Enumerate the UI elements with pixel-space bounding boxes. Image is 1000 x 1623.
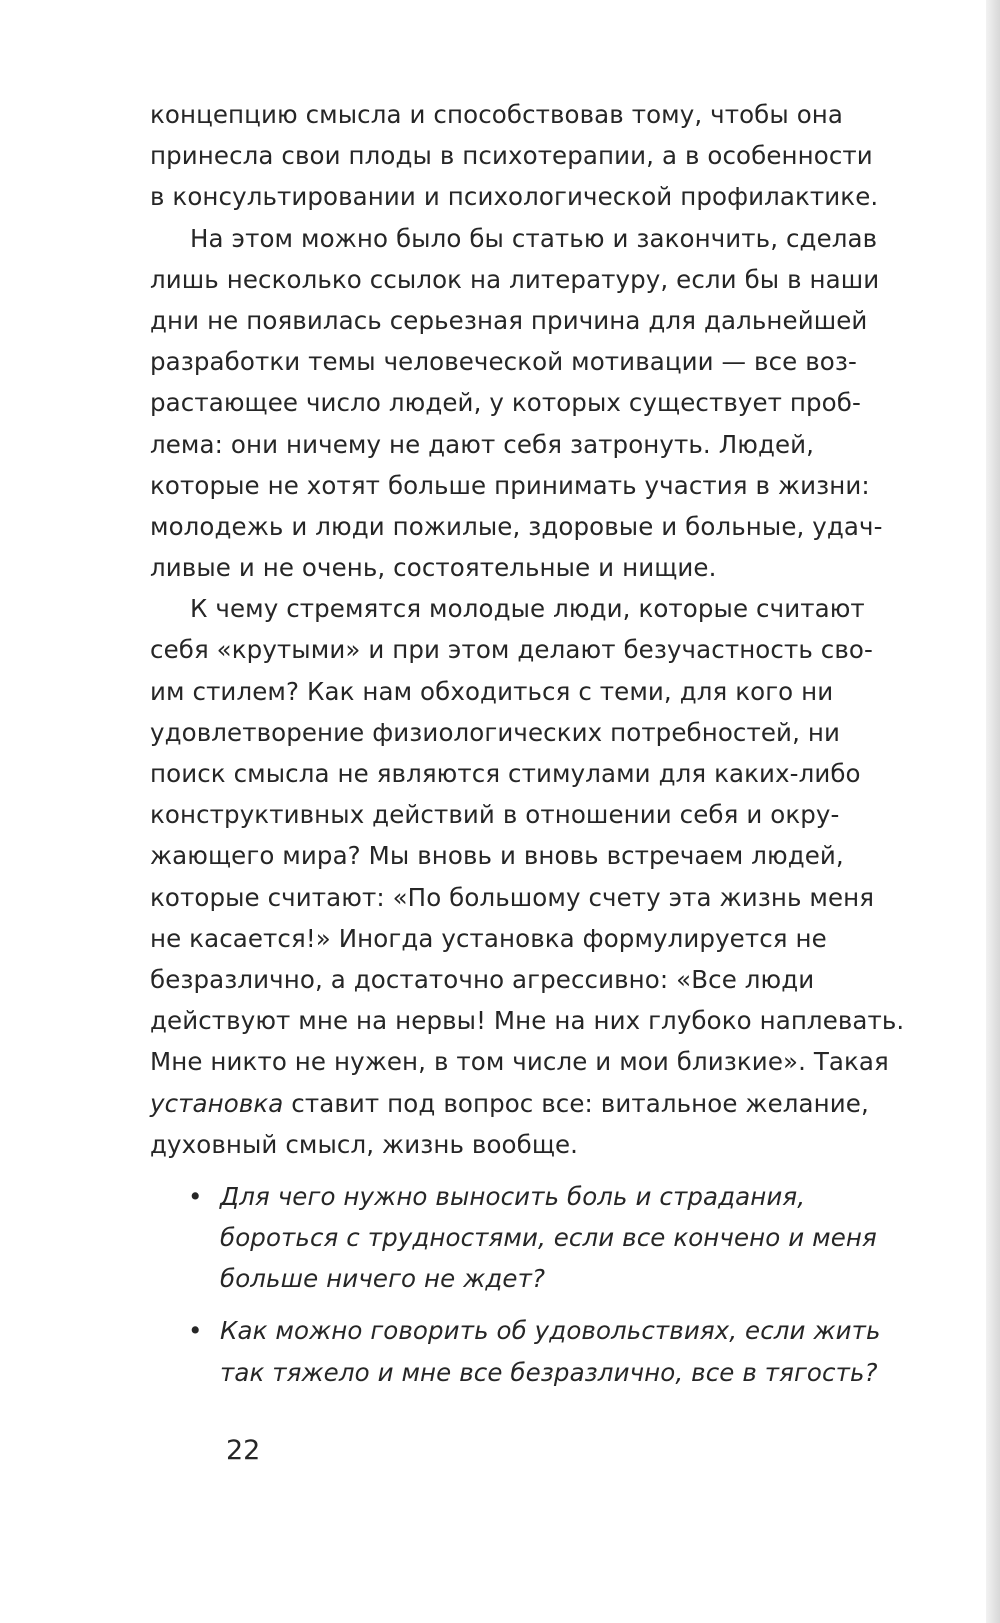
- paragraph-3: [150, 588, 905, 1165]
- text-line: конструктивных действий в отношении себя и окру-: [150, 800, 840, 830]
- page-edge-shadow: [986, 0, 1000, 1623]
- text-line: в консультировании и психологической профилактике.: [150, 182, 879, 212]
- bullet-line: [150, 1176, 890, 1217]
- spacer: [150, 1299, 890, 1310]
- text-line: Мне никто не нужен, в том числе и мои близкие». Такая: [150, 1047, 889, 1077]
- bullet-line: бороться с трудностями, если все кончено и меня: [220, 1223, 877, 1253]
- text-line: духовный смысл, жизнь вообще.: [150, 1129, 579, 1159]
- italic-term: установка: [150, 1088, 284, 1118]
- bullet-item-1: [150, 1176, 890, 1300]
- text-line: лишь несколько ссылок на литературу, если бы в наши: [150, 264, 880, 294]
- text-line: На этом можно было бы статью и закончить, сделав: [190, 223, 878, 253]
- spacer: [150, 1165, 890, 1176]
- text-line: разработки темы человеческой мотивации — все воз-: [150, 347, 857, 377]
- bullet-item-2: [150, 1310, 890, 1392]
- paragraph-1: [150, 94, 890, 218]
- bullet-icon: •: [188, 1181, 203, 1211]
- paragraph-2: [150, 218, 890, 589]
- text-line: [150, 1083, 890, 1124]
- text-line: себя «крутыми» и при этом делают безучастность сво-: [150, 635, 873, 665]
- bullet-icon: •: [188, 1316, 203, 1346]
- text-line: молодежь и люди пожилые, здоровые и больные, удач-: [150, 511, 883, 541]
- text-fragment: ставит под вопрос все: витальное желание,: [283, 1088, 869, 1118]
- bullet-line: так тяжело и мне все безразлично, все в тягость?: [220, 1357, 878, 1387]
- text-line: концепцию смысла и способствовав тому, чтобы она: [150, 100, 844, 129]
- bullet-text: Для чего нужно выносить боль и страдания,: [220, 1181, 806, 1211]
- text-line: лема: они ничему не дают себя затронуть. Людей,: [150, 429, 815, 459]
- text-line: безразлично, а достаточно агрессивно: «Все люди: [150, 964, 815, 994]
- text-line: жающего мира? Мы вновь и вновь встречаем людей,: [150, 841, 844, 871]
- text-line: поиск смысла не являются стимулами для каких-либо: [150, 759, 861, 788]
- text-line: ливые и не очень, состоятельные и нищие.: [150, 553, 717, 583]
- text-line: удовлетворение физиологических потребностей, ни: [150, 717, 840, 747]
- bullet-text: Как можно говорить об удовольствиях, если жить: [220, 1316, 881, 1346]
- page-number: 22: [226, 1435, 261, 1466]
- bullet-line: [150, 1310, 890, 1351]
- text-line: им стилем? Как нам обходиться с теми, для кого ни: [150, 676, 834, 706]
- text-line: не касается!» Иногда установка формулируется не: [150, 923, 827, 953]
- bullet-line: больше ничего не ждет?: [220, 1264, 546, 1294]
- text-line: К чему стремятся молодые люди, которые считают: [190, 594, 865, 624]
- text-line: растающее число людей, у которых существует проб-: [150, 388, 861, 418]
- body-text: [150, 94, 905, 1393]
- text-line: принесла свои плоды в психотерапии, а в особенности: [150, 141, 873, 171]
- text-line: дни не появилась серьезная причина для дальнейшей: [150, 305, 868, 335]
- text-line: которые считают: «По большому счету эта жизнь меня: [150, 882, 875, 912]
- text-line: которые не хотят больше принимать участия в жизни:: [150, 470, 870, 500]
- text-line: действуют мне на нервы! Мне на них глубоко наплевать.: [150, 1006, 905, 1036]
